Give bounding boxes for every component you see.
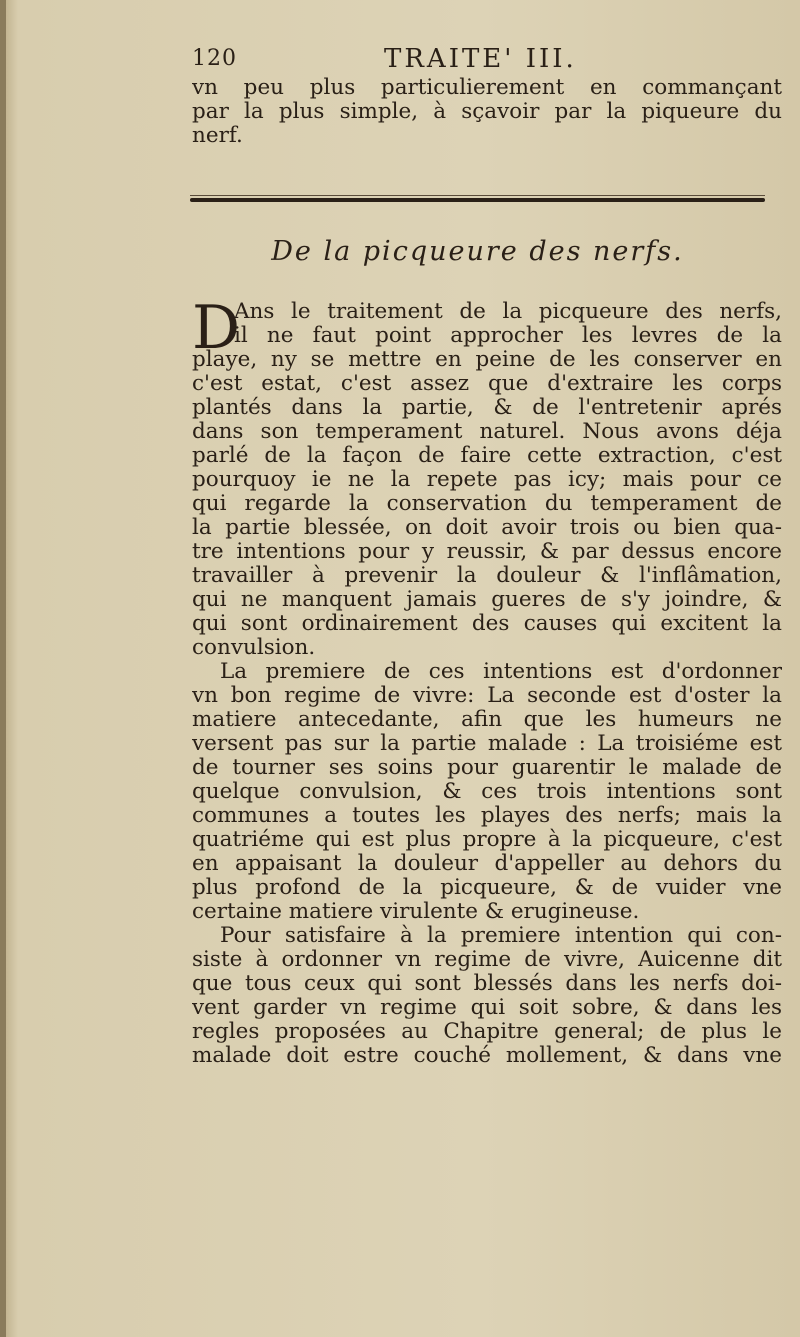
body-text (192, 293, 782, 1068)
text-line: parlé de la façon de faire cette extraction, c'est (192, 444, 782, 468)
text-line: convulsion. (192, 636, 316, 660)
text-line: la partie blessée, on doit avoir trois ou bien qua- (192, 516, 782, 540)
paragraph-1 (192, 293, 782, 660)
text-line: plus profond de la picqueure, & de vuider vne (192, 876, 782, 900)
text-line: certaine matiere virulente & erugineuse. (192, 900, 640, 924)
text-line: regles proposées au Chapitre general; de plus le (192, 1020, 782, 1044)
text-line: plantés dans la partie, & de l'entretenir aprés (192, 396, 782, 420)
page-number: 120 (192, 46, 237, 71)
section-heading: De la picqueure des nerfs. (271, 236, 684, 267)
page-edge (0, 0, 6, 1337)
text-line: versent pas sur la partie malade : La troisiéme est (192, 732, 782, 756)
text-line: dans son temperament naturel. Nous avons déja (192, 420, 782, 444)
text-line: La premiere de ces intentions est d'ordonner (220, 660, 782, 684)
text-line: qui sont ordinairement des causes qui excitent la (192, 612, 782, 636)
text-line: nerf. (192, 124, 243, 148)
paragraph-2 (192, 660, 782, 924)
paragraph-3 (192, 924, 782, 1068)
text-line: pourquoy ie ne la repete pas icy; mais pour ce (192, 468, 782, 492)
section-rule-thin (190, 195, 765, 196)
text-line: vent garder vn regime qui soit sobre, & dans les (192, 996, 782, 1020)
text-line: que tous ceux qui sont blessés dans les nerfs doi- (192, 972, 782, 996)
text-line: quatriéme qui est plus propre à la picqueure, c'est (192, 828, 782, 852)
section-rule (190, 198, 765, 202)
running-title: TRAITE' III. (384, 44, 577, 74)
text-line: de tourner ses soins pour guarentir le malade de (192, 756, 782, 780)
text-line: c'est estat, c'est assez que d'extraire les corps (192, 372, 782, 396)
text-line: par la plus simple, à sçavoir par la piqueure du (192, 100, 782, 124)
text-line: travailler à prevenir la douleur & l'inflâmation, (192, 564, 782, 588)
text-line: vn peu plus particulierement en commançant (192, 76, 782, 100)
text-line: Pour satisfaire à la premiere intention qui con- (220, 924, 782, 948)
text-line: en appaisant la douleur d'appeller au dehors du (192, 852, 782, 876)
text-line: Ans le traitement de la picqueure des nerfs, (234, 300, 782, 324)
text-line: siste à ordonner vn regime de vivre, Auicenne dit (192, 948, 782, 972)
text-line: il ne faut point approcher les levres de la (234, 324, 782, 348)
text-line: malade doit estre couché mollement, & dans vne (192, 1044, 782, 1068)
text-line: tre intentions pour y reussir, & par dessus encore (192, 540, 782, 564)
text-line: vn bon regime de vivre: La seconde est d'oster la (192, 684, 782, 708)
text-line: playe, ny se mettre en peine de les conserver en (192, 348, 782, 372)
intro-text (192, 76, 782, 148)
text-line: matiere antecedante, afin que les humeurs ne (192, 708, 782, 732)
drop-cap: D (192, 293, 241, 363)
text-line: qui ne manquent jamais gueres de s'y joindre, & (192, 588, 782, 612)
text-line: communes a toutes les playes des nerfs; mais la (192, 804, 782, 828)
text-line: quelque convulsion, & ces trois intentions sont (192, 780, 782, 804)
text-line: qui regarde la conservation du temperament de (192, 492, 782, 516)
